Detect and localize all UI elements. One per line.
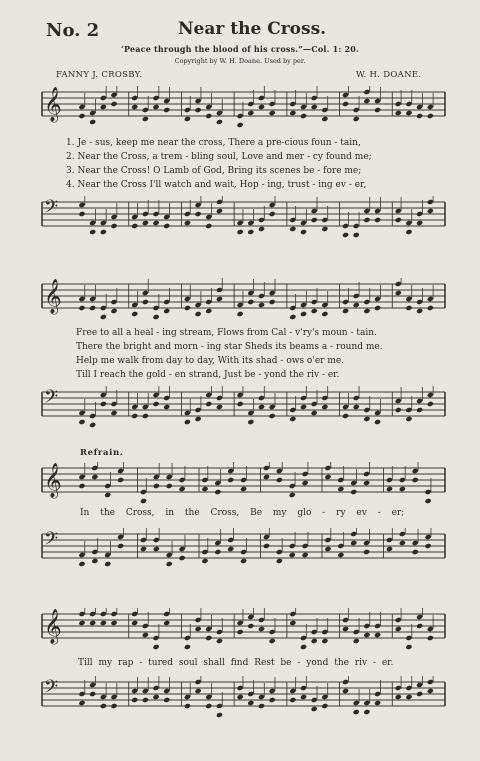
- bass-clef-icon: 𝄢: [44, 677, 59, 702]
- lyric-line: There the bright and morn - ing star Sheds its beams a - round me.: [76, 342, 383, 352]
- lyric-line: Till my rap - tured soul shall find Rest be - yond the riv - er.: [78, 658, 394, 668]
- hymn-number: No. 2: [46, 20, 100, 41]
- lyric-line: 2. Near the Cross, a trem - bling soul, Love and mer - cy found me;: [66, 152, 372, 162]
- lyric-line: Free to all a heal - ing stream, Flows from Cal - v'ry's moun - tain.: [76, 328, 377, 338]
- refrain-label: Refrain.: [80, 448, 124, 458]
- bass-clef-icon: 𝄢: [44, 529, 59, 554]
- composer-credit: W. H. DOANE.: [356, 70, 422, 80]
- scripture-quote: ‘Peace through the blood of his cross.”—Col. 1: 20.: [120, 44, 359, 54]
- music-staff-bass: [0, 528, 480, 578]
- music-staff-bass: [0, 196, 480, 246]
- treble-clef-icon: 𝄞: [44, 279, 62, 314]
- music-staff-treble: [0, 608, 480, 654]
- music-staff-treble: [0, 462, 480, 508]
- author-credit: FANNY J. CROSBY.: [56, 70, 143, 80]
- music-staff-treble: [0, 278, 480, 328]
- lyric-line: 4. Near the Cross I'll watch and wait, Hop - ing, trust - ing ev - er,: [66, 180, 367, 190]
- lyric-line: In the Cross, in the Cross, Be my glo - ry ev - er;: [80, 508, 405, 518]
- bass-clef-icon: 𝄢: [44, 387, 59, 412]
- treble-clef-icon: 𝄞: [44, 609, 62, 644]
- copyright-line: Copyright by W. H. Doane. Used by per.: [174, 57, 306, 65]
- lyric-line: Till I reach the gold - en strand, Just be - yond the riv - er.: [76, 370, 340, 380]
- bass-clef-icon: 𝄢: [44, 197, 59, 222]
- treble-clef-icon: 𝄞: [44, 87, 62, 122]
- lyric-line: 1. Je - sus, keep me near the cross, There a pre-cious foun - tain,: [66, 138, 361, 148]
- music-staff-bass: [0, 386, 480, 436]
- music-staff-treble: [0, 86, 480, 136]
- lyric-line: Help me walk from day to day, With its shad - ows o'er me.: [76, 356, 345, 366]
- music-staff-bass: [0, 676, 480, 722]
- lyric-line: 3. Near the Cross! O Lamb of God, Bring its scenes be - fore me;: [66, 166, 362, 176]
- hymn-title: Near the Cross.: [178, 19, 327, 39]
- treble-clef-icon: 𝄞: [44, 463, 62, 498]
